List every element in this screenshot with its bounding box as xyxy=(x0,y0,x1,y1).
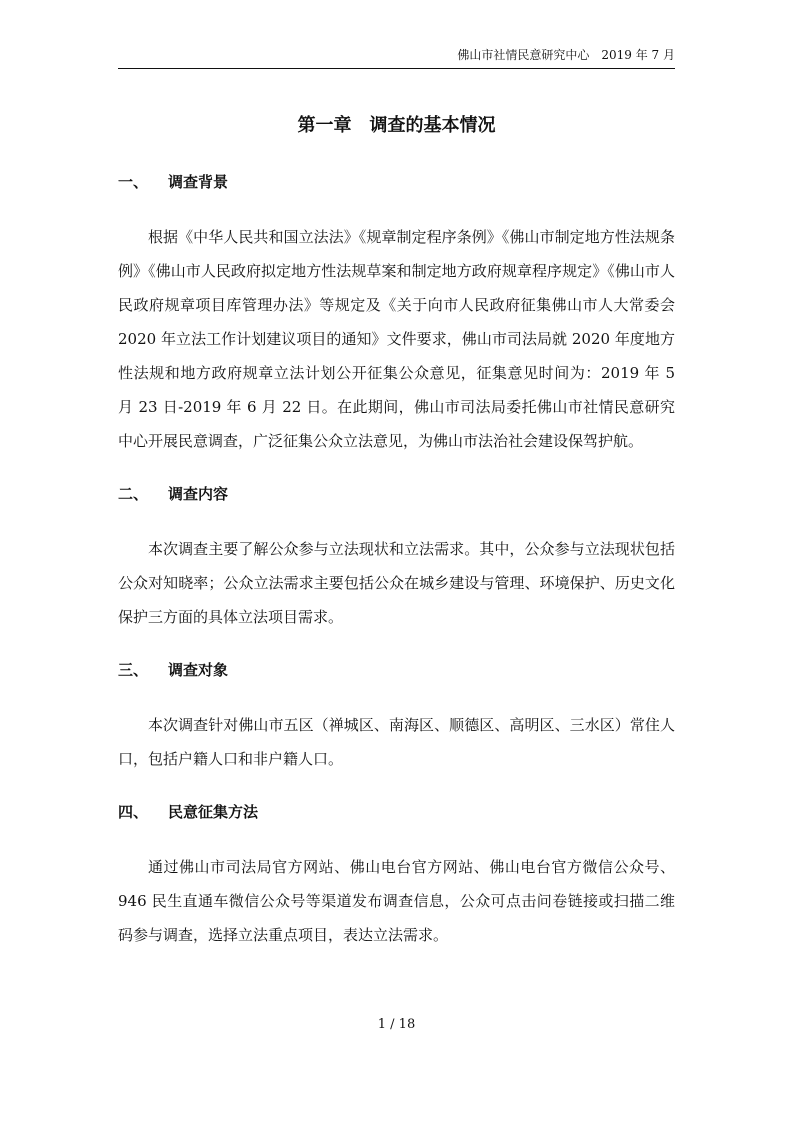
section-method xyxy=(118,800,675,952)
chapter-title: 第一章 调查的基本情况 xyxy=(297,115,496,136)
page-number: 1 / 18 xyxy=(377,1017,416,1032)
page-footer xyxy=(0,1016,793,1034)
section-title: 调查背景 xyxy=(168,173,229,191)
section-paragraph: 本次调查主要了解公众参与立法现状和立法需求。其中，公众参与立法现状包括公众对知晓率；公众立法需求主要包括公众在城乡建设与管理、环境保护、历史文化保护三方面的具体立法项目需求。 xyxy=(118,540,675,626)
section-paragraph: 根据《中华人民共和国立法法》《规章制定程序条例》《佛山市制定地方性法规条例》《佛山市人民政府拟定地方性法规草案和制定地方政府规章程序规定》《佛山市人民政府规章项目库管理办法》等规定及《关于向市人民政府征集佛山市人大常委会 2020 年立法工作计划建议项目的通知》文件要求，佛山市司法局就 2020 年度地方性法规和地方政府规章立法计划公开征集公众意见，征集意见时间为：2019 年 5 月 23 日-2019 年 6 月 22 日。在此期间，佛山市司法局委托佛山市社情民意研究中心开展民意调查，广泛征集公众立法意见，为佛山市法治社会建设保驾护航。 xyxy=(118,228,675,450)
section-heading xyxy=(118,170,675,194)
section-title: 调查对象 xyxy=(168,661,229,679)
section-background xyxy=(118,170,675,458)
section-number: 三、 xyxy=(118,661,149,679)
section-heading xyxy=(118,658,675,682)
section-content xyxy=(118,482,675,634)
section-number: 四、 xyxy=(118,803,149,821)
section-number: 一、 xyxy=(118,173,149,191)
section-number: 二、 xyxy=(118,485,149,503)
header-text: 佛山市社情民意研究中心 2019 年 7 月 xyxy=(457,48,675,62)
page-content xyxy=(118,112,675,976)
section-title: 民意征集方法 xyxy=(168,803,259,821)
section-heading xyxy=(118,482,675,506)
page-header xyxy=(118,46,675,69)
section-paragraph: 本次调查针对佛山市五区（禅城区、南海区、顺德区、高明区、三水区）常住人口，包括户籍人口和非户籍人口。 xyxy=(118,716,675,768)
section-heading xyxy=(118,800,675,824)
section-title: 调查内容 xyxy=(168,485,229,503)
section-paragraph: 通过佛山市司法局官方网站、佛山电台官方网站、佛山电台官方微信公众号、946 民生直通车微信公众号等渠道发布调查信息，公众可点击问卷链接或扫描二维码参与调查，选择立法重点项目，表达立法需求。 xyxy=(118,858,675,944)
section-target xyxy=(118,658,675,776)
